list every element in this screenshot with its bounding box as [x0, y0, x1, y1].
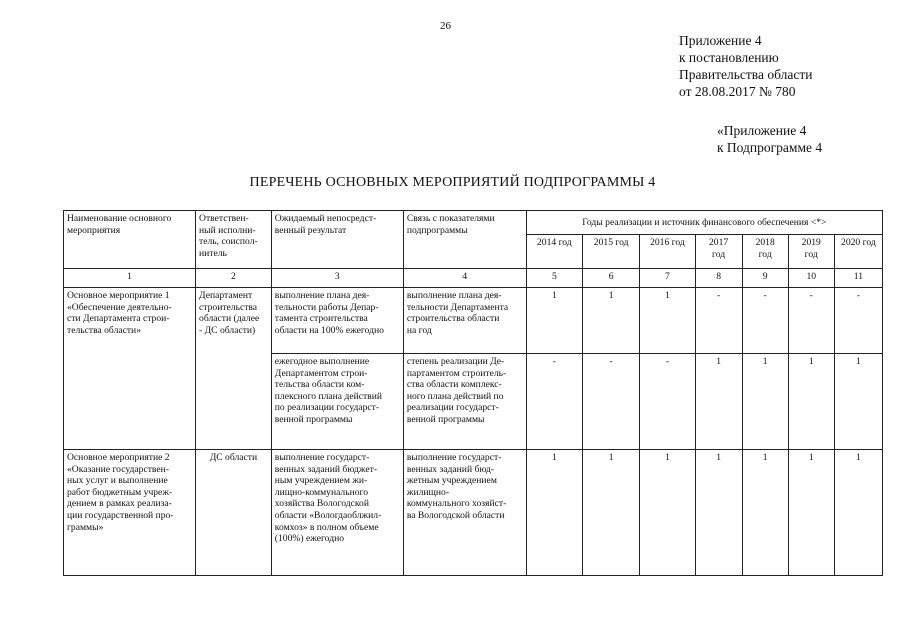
- document-title: ПЕРЕЧЕНЬ ОСНОВНЫХ МЕРОПРИЯТИЙ ПОДПРОГРАММЫ 4: [249, 175, 656, 190]
- year-value: 1: [788, 354, 834, 450]
- header-result: Ожидаемый непосредст- венный результат: [271, 211, 403, 269]
- column-number: 3: [271, 269, 403, 288]
- sub-appendix-header: [717, 122, 822, 156]
- measure-name: Основное мероприятие 1 «Обеспечение деятельно- сти Департамента строи- тельства области»: [64, 288, 196, 450]
- column-number: 6: [582, 269, 639, 288]
- header-years-group: Годы реализации и источник финансового обеспечения <*>: [526, 211, 882, 235]
- column-number: 9: [742, 269, 788, 288]
- header-year: 2019 год: [788, 235, 834, 269]
- measure-result: выполнение государст- венных заданий бюджет- ным учреждением жи- лищно-коммунального хозяйства Вологодской области «Вологдаоблжил- комхоз» в полном объеме (100%) ежегодно: [271, 450, 403, 576]
- year-value: 1: [788, 450, 834, 576]
- year-value: 1: [695, 354, 742, 450]
- year-value: 1: [640, 288, 695, 354]
- year-value: 1: [742, 450, 788, 576]
- appendix-line: к постановлению: [679, 50, 779, 65]
- year-value: -: [788, 288, 834, 354]
- year-value: 1: [582, 288, 639, 354]
- column-number: 10: [788, 269, 834, 288]
- column-number: 8: [695, 269, 742, 288]
- header-year: 2018 год: [742, 235, 788, 269]
- year-value: 1: [526, 288, 582, 354]
- year-value: -: [695, 288, 742, 354]
- sub-appendix-line: к Подпрограмме 4: [717, 140, 823, 155]
- appendix-line: Приложение 4: [679, 33, 762, 48]
- year-value: 1: [742, 354, 788, 450]
- year-value: 1: [582, 450, 639, 576]
- column-number: 7: [640, 269, 695, 288]
- year-value: -: [640, 354, 695, 450]
- column-number: 2: [196, 269, 272, 288]
- measure-executor: Департамент строительства области (далее - ДС области): [196, 288, 272, 450]
- year-value: -: [526, 354, 582, 450]
- year-value: -: [742, 288, 788, 354]
- measure-link: выполнение государст- венных заданий бюд- жетным учреждением жилищно- коммунального хозяйст- ва Вологодской области: [403, 450, 526, 576]
- appendix-header: [679, 32, 812, 100]
- header-link: Связь с показателями подпрограммы: [403, 211, 526, 269]
- column-number: 1: [64, 269, 196, 288]
- measure-name: Основное мероприятие 2 «Оказание государствен- ных услуг и выполнение работ бюджетным учреж- дением в рамках реализа- ции государственной про- граммы»: [64, 450, 196, 576]
- year-value: 1: [695, 450, 742, 576]
- year-value: -: [582, 354, 639, 450]
- year-value: -: [834, 288, 882, 354]
- year-value: 1: [834, 450, 882, 576]
- header-name: Наименование основного мероприятия: [64, 211, 196, 269]
- column-number: 4: [403, 269, 526, 288]
- page-number: 26: [440, 20, 451, 32]
- header-year: 2016 год: [640, 235, 695, 269]
- header-year: 2014 год: [526, 235, 582, 269]
- year-value: 1: [640, 450, 695, 576]
- header-year: 2015 год: [582, 235, 639, 269]
- measures-table: [63, 210, 883, 576]
- measure-link: выполнение плана дея- тельности Департамента строительства области на год: [403, 288, 526, 354]
- appendix-line: от 28.08.2017 № 780: [679, 84, 796, 99]
- measure-link: степень реализации Де- партаментом строитель- ства области комплекс- ного плана действий по реализации государст- венной программы: [403, 354, 526, 450]
- measure-result: ежегодное выполнение Департаментом строи- тельства области ком- плексного плана действий по реализации государст- венной программы: [271, 354, 403, 450]
- appendix-line: Правительства области: [679, 67, 813, 82]
- column-number: 5: [526, 269, 582, 288]
- measure-result: выполнение плана дея- тельности работы Депар- тамента строительства области на 100% ежегодно: [271, 288, 403, 354]
- header-year: 2020 год: [834, 235, 882, 269]
- header-year: 2017 год: [695, 235, 742, 269]
- header-executor: Ответствен- ный исполни- тель, соиспол- нитель: [196, 211, 272, 269]
- sub-appendix-line: «Приложение 4: [717, 123, 807, 138]
- year-value: 1: [834, 354, 882, 450]
- column-number: 11: [834, 269, 882, 288]
- year-value: 1: [526, 450, 582, 576]
- measure-executor: ДС области: [196, 450, 272, 576]
